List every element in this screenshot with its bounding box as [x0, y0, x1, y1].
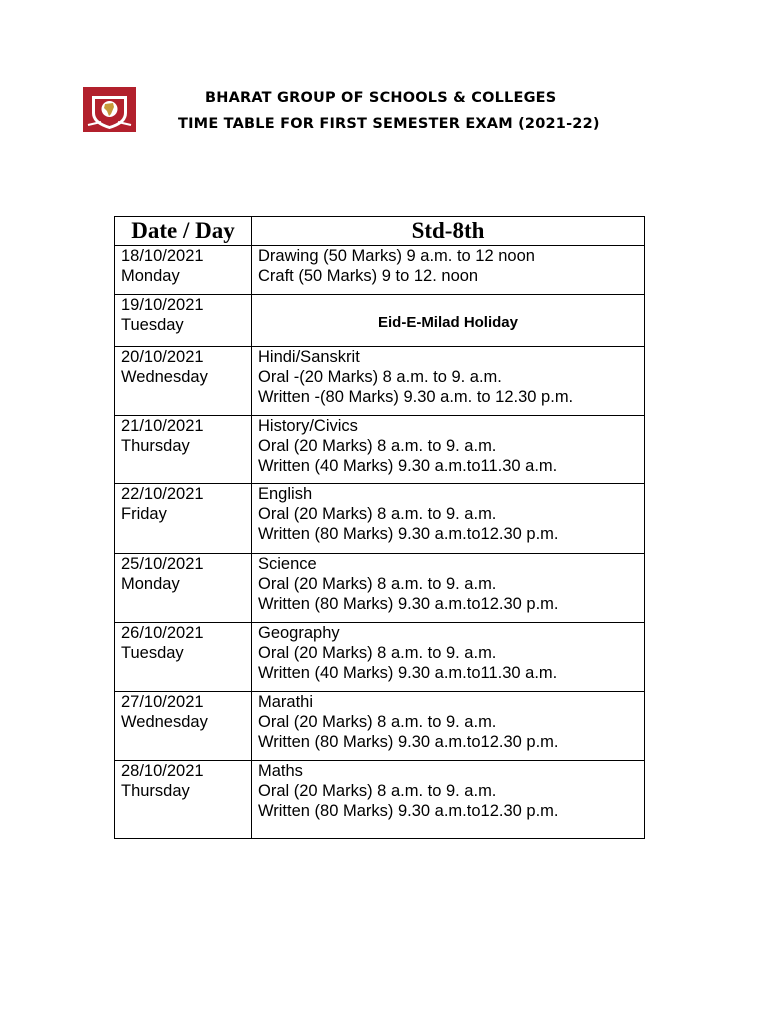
- subject-cell: [252, 761, 645, 839]
- exam-day: Monday: [121, 575, 180, 593]
- exam-detail: Written (40 Marks) 9.30 a.m.to11.30 a.m.: [258, 457, 558, 475]
- subject-cell: [252, 623, 645, 692]
- exam-date: 25/10/2021: [121, 555, 204, 573]
- exam-detail: Written (80 Marks) 9.30 a.m.to12.30 p.m.: [258, 733, 559, 751]
- subject-name: Hindi/Sanskrit: [258, 348, 360, 366]
- subject-cell: [252, 246, 645, 295]
- table-row: [115, 246, 645, 295]
- subject-cell: [252, 416, 645, 484]
- date-day-cell: [115, 246, 252, 295]
- holiday-label: Eid-E-Milad Holiday: [377, 314, 518, 331]
- exam-detail: Oral (20 Marks) 8 a.m. to 9. a.m.: [258, 437, 497, 455]
- exam-day: Wednesday: [121, 368, 208, 386]
- table-row: [115, 347, 645, 416]
- subject-name: Science: [258, 555, 317, 573]
- exam-detail: Written (80 Marks) 9.30 a.m.to12.30 p.m.: [258, 525, 559, 543]
- exam-date: 21/10/2021: [121, 417, 204, 435]
- exam-detail: Written (40 Marks) 9.30 a.m.to11.30 a.m.: [258, 664, 558, 682]
- exam-date: 22/10/2021: [121, 485, 204, 503]
- exam-day: Tuesday: [121, 644, 184, 662]
- school-name: BHARAT GROUP OF SCHOOLS & COLLEGES: [205, 90, 557, 106]
- date-day-cell: [115, 484, 252, 554]
- exam-detail: Oral (20 Marks) 8 a.m. to 9. a.m.: [258, 644, 497, 662]
- date-day-cell: [115, 554, 252, 623]
- exam-day: Tuesday: [121, 316, 184, 334]
- subject-cell: [252, 554, 645, 623]
- exam-detail: Drawing (50 Marks) 9 a.m. to 12 noon: [258, 247, 535, 265]
- school-crest-icon: [83, 87, 136, 132]
- exam-detail: Oral -(20 Marks) 8 a.m. to 9. a.m.: [258, 368, 502, 386]
- exam-day: Wednesday: [121, 713, 208, 731]
- subject-name: Marathi: [258, 693, 314, 711]
- exam-day: Friday: [121, 505, 167, 523]
- table-row: [115, 554, 645, 623]
- timetable: [114, 216, 645, 839]
- exam-detail: Craft (50 Marks) 9 to 12. noon: [258, 267, 479, 285]
- header-date-day: Date / Day: [115, 217, 252, 246]
- subject-name: English: [258, 485, 313, 503]
- exam-date: 27/10/2021: [121, 693, 204, 711]
- table-row: [115, 416, 645, 484]
- exam-detail: Oral (20 Marks) 8 a.m. to 9. a.m.: [258, 782, 497, 800]
- table-header-row: [115, 217, 645, 246]
- exam-detail: Written -(80 Marks) 9.30 a.m. to 12.30 p.m.: [258, 388, 574, 406]
- date-day-cell: [115, 416, 252, 484]
- table-row: [115, 623, 645, 692]
- exam-day: Thursday: [121, 437, 190, 455]
- subject-cell: [252, 484, 645, 554]
- table-row: [115, 692, 645, 761]
- subject-name: Geography: [258, 624, 340, 642]
- exam-date: 20/10/2021: [121, 348, 204, 366]
- exam-date: 19/10/2021: [121, 296, 204, 314]
- subject-name: Maths: [258, 762, 303, 780]
- date-day-cell: [115, 623, 252, 692]
- subject-name: History/Civics: [258, 417, 358, 435]
- exam-detail: Oral (20 Marks) 8 a.m. to 9. a.m.: [258, 575, 497, 593]
- exam-detail: Oral (20 Marks) 8 a.m. to 9. a.m.: [258, 505, 497, 523]
- table-body: [115, 246, 645, 839]
- exam-day: Thursday: [121, 782, 190, 800]
- header-std: Std-8th: [252, 217, 645, 246]
- exam-detail: Written (80 Marks) 9.30 a.m.to12.30 p.m.: [258, 802, 559, 820]
- date-day-cell: [115, 347, 252, 416]
- subject-cell: [252, 347, 645, 416]
- table-row: [115, 761, 645, 839]
- date-day-cell: [115, 295, 252, 347]
- exam-title: TIME TABLE FOR FIRST SEMESTER EXAM (2021-22): [178, 116, 600, 132]
- table-row: [115, 484, 645, 554]
- date-day-cell: [115, 761, 252, 839]
- exam-date: 28/10/2021: [121, 762, 204, 780]
- date-day-cell: [115, 692, 252, 761]
- holiday-cell: [252, 295, 645, 347]
- exam-date: 26/10/2021: [121, 624, 204, 642]
- subject-cell: [252, 692, 645, 761]
- exam-detail: Written (80 Marks) 9.30 a.m.to12.30 p.m.: [258, 595, 559, 613]
- table-row: [115, 295, 645, 347]
- exam-detail: Oral (20 Marks) 8 a.m. to 9. a.m.: [258, 713, 497, 731]
- exam-day: Monday: [121, 267, 180, 285]
- exam-date: 18/10/2021: [121, 247, 204, 265]
